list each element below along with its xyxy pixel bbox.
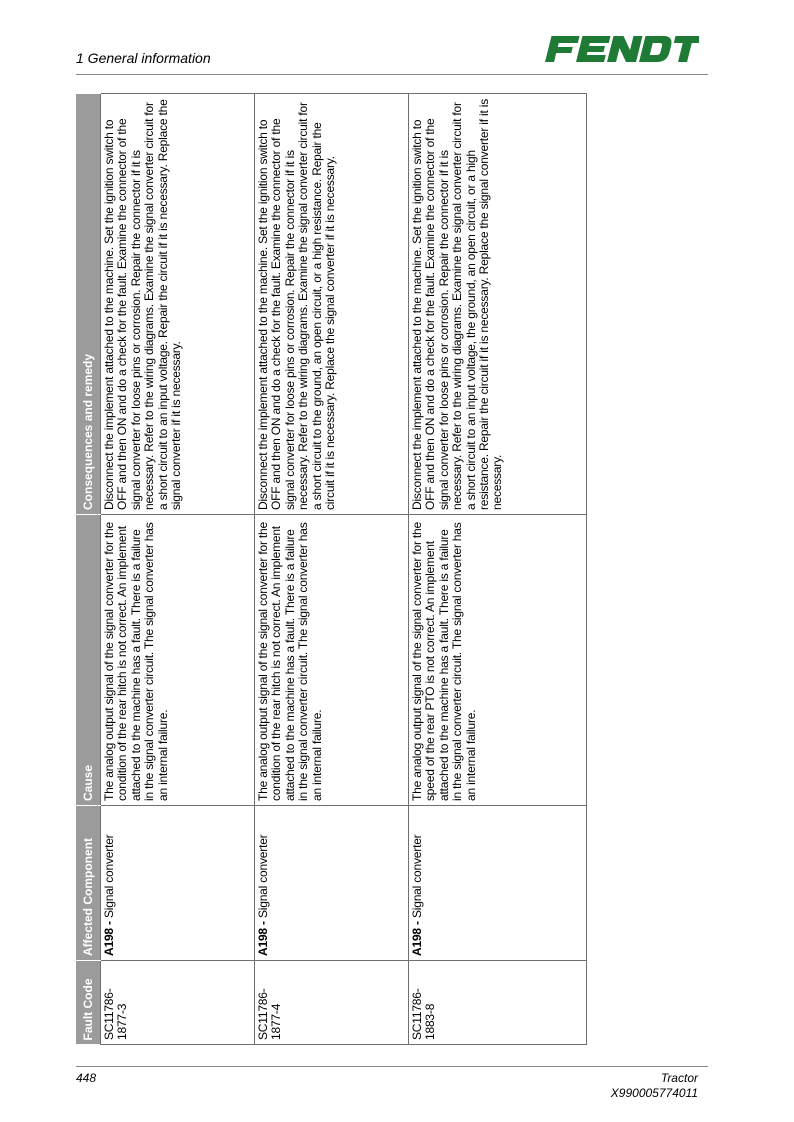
affected-component-cell <box>101 806 255 961</box>
cause-cell: The analog output signal of the signal converter for the condition of the rear hitch is not correct. An implement attached to the machine has a fault. There is a failure in the signal converter circuit. The signal converter has an internal failure. <box>101 515 255 806</box>
footer-info <box>611 1071 698 1101</box>
component-name: Signal converter <box>102 834 116 919</box>
component-code: A198 <box>102 928 116 956</box>
fendt-logo <box>544 34 699 64</box>
cause-cell: The analog output signal of the signal converter for the condition of the rear hitch is not correct. An implement attached to the machine has a fault. There is a failure in the signal converter circuit. The signal converter has an internal failure. <box>254 515 408 806</box>
remedy-cell: Disconnect the implement attached to the machine. Set the ignition switch to OFF and then ON and do a check for the fault. Examine the connector of the signal converter for loose pins or corrosion. Repair the connector if it is necessary. Refer to the wiring diagrams. Examine the signal converter circuit for a short circuit to an input voltage, the ground, an open circuit, or a high resistance. Repair the circuit if it is necessary. Replace the signal converter if it is necessary. <box>408 94 586 515</box>
column-header-affected-component: Affected Component <box>76 806 101 961</box>
table-row <box>101 94 255 1045</box>
section-title: 1 General information <box>76 50 211 66</box>
table-row <box>408 94 586 1045</box>
component-code: A198 <box>409 928 424 956</box>
document-number: X990005774011 <box>610 1086 698 1100</box>
affected-component-cell <box>254 806 408 961</box>
remedy-cell: Disconnect the implement attached to the machine. Set the ignition switch to OFF and then ON and do a check for the fault. Examine the connector of the signal converter for loose pins or corrosion. Repair the connector if it is necessary. Refer to the wiring diagrams. Examine the signal converter circuit for a short circuit to the ground, an open circuit, or a high resistance. Repair the circuit if it is necessary. Replace the signal converter if it is necessary. <box>254 94 408 515</box>
table-row <box>254 94 408 1045</box>
brand-name: FENDT <box>544 34 548 35</box>
footer-divider <box>76 1066 708 1067</box>
component-separator: - <box>409 918 424 929</box>
fault-code-cell: SC11786-1877-4 <box>254 961 408 1045</box>
header-divider <box>76 74 708 75</box>
component-name: Signal converter <box>255 834 270 919</box>
component-name: Signal converter <box>409 834 424 919</box>
product-name: Tractor <box>660 1071 698 1085</box>
fault-code-cell: SC11786-1883-8 <box>408 961 586 1045</box>
remedy-cell: Disconnect the implement attached to the machine. Set the ignition switch to OFF and then ON and do a check for the fault. Examine the connector of the signal converter for loose pins or corrosion. Repair the connector if it is necessary. Refer to the wiring diagrams. Examine the signal converter circuit for a short circuit to an input voltage. Repair the circuit if it is necessary. Replace the signal converter if it is necessary. <box>101 94 255 515</box>
cause-cell: The analog output signal of the signal converter for the speed of the rear PTO is not correct. An implement attached to the machine has a fault. There is a failure in the signal converter circuit. The signal converter has an internal failure. <box>408 515 586 806</box>
column-header-fault-code: Fault Code <box>76 961 101 1045</box>
component-separator: - <box>102 918 116 929</box>
page-number: 448 <box>76 1071 97 1085</box>
fault-code-table <box>76 93 587 1045</box>
table-header-row <box>76 94 101 1045</box>
fault-code-cell: SC11786-1877-3 <box>101 961 255 1045</box>
fault-table-container <box>76 94 587 1045</box>
affected-component-cell <box>408 806 586 961</box>
column-header-consequences: Consequences and remedy <box>76 94 101 515</box>
component-code: A198 <box>255 928 270 956</box>
column-header-cause: Cause <box>76 515 101 806</box>
component-separator: - <box>255 918 270 929</box>
